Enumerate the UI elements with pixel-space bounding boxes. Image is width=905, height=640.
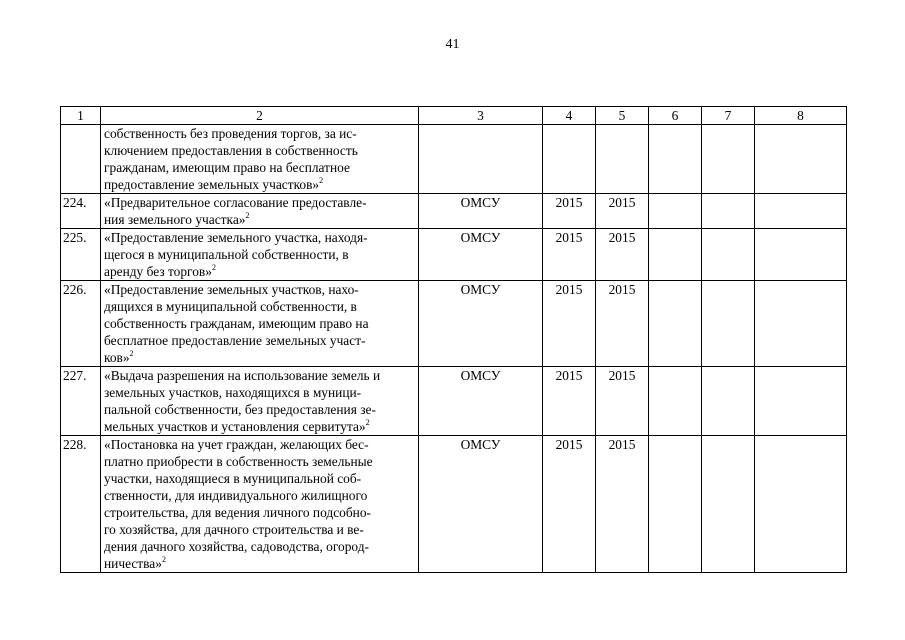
description-line: ков» xyxy=(104,350,130,365)
responsible-org: ОМСУ xyxy=(419,436,543,573)
description-line: строительства, для ведения личного подсобно- xyxy=(104,505,371,520)
end-year: 2015 xyxy=(596,281,649,367)
description-line: ничества» xyxy=(104,556,162,571)
row-number: 225. xyxy=(61,229,101,281)
description-line: ния земельного участка» xyxy=(104,212,246,227)
start-year: 2015 xyxy=(543,194,596,229)
start-year: 2015 xyxy=(543,436,596,573)
column-header: 7 xyxy=(702,107,755,125)
description-line: дения дачного хозяйства, садоводства, огород- xyxy=(104,539,370,554)
col-7-cell xyxy=(702,229,755,281)
footnote-marker: 2 xyxy=(245,210,250,220)
responsible-org: ОМСУ xyxy=(419,281,543,367)
service-description xyxy=(101,229,419,281)
col-7-cell xyxy=(702,125,755,194)
responsible-org: ОМСУ xyxy=(419,194,543,229)
service-description xyxy=(101,281,419,367)
responsible-org xyxy=(419,125,543,194)
services-table xyxy=(60,106,847,573)
table-row xyxy=(61,229,847,281)
column-header-row xyxy=(61,107,847,125)
description-line: щегося в муниципальной собственности, в xyxy=(104,247,349,262)
end-year: 2015 xyxy=(596,436,649,573)
responsible-org: ОМСУ xyxy=(419,367,543,436)
col-8-cell xyxy=(755,194,847,229)
table-row xyxy=(61,194,847,229)
col-7-cell xyxy=(702,436,755,573)
col-8-cell xyxy=(755,281,847,367)
column-header: 4 xyxy=(543,107,596,125)
col-6-cell xyxy=(649,367,702,436)
column-header: 3 xyxy=(419,107,543,125)
col-8-cell xyxy=(755,229,847,281)
footnote-marker: 2 xyxy=(365,417,370,427)
start-year: 2015 xyxy=(543,281,596,367)
row-number: 228. xyxy=(61,436,101,573)
start-year: 2015 xyxy=(543,229,596,281)
description-line: аренду без торгов» xyxy=(104,264,212,279)
col-7-cell xyxy=(702,281,755,367)
description-line: «Предварительное согласование предоставле- xyxy=(104,195,367,210)
responsible-org: ОМСУ xyxy=(419,229,543,281)
description-line: ственности, для индивидуального жилищного xyxy=(104,488,368,503)
description-line: предоставление земельных участков» xyxy=(104,177,320,192)
description-line: «Выдача разрешения на использование земель и xyxy=(104,368,381,383)
service-description xyxy=(101,125,419,194)
col-6-cell xyxy=(649,125,702,194)
col-6-cell xyxy=(649,229,702,281)
row-number xyxy=(61,125,101,194)
column-header: 8 xyxy=(755,107,847,125)
row-number: 226. xyxy=(61,281,101,367)
description-line: участки, находящиеся в муниципальной соб- xyxy=(104,471,362,486)
col-8-cell xyxy=(755,367,847,436)
row-number: 224. xyxy=(61,194,101,229)
service-description xyxy=(101,194,419,229)
description-line: го хозяйства, для дачного строительства и ве- xyxy=(104,522,364,537)
description-line: собственность без проведения торгов, за ис- xyxy=(104,126,357,141)
service-description xyxy=(101,436,419,573)
description-line: платно приобрести в собственность земельные xyxy=(104,454,373,469)
start-year: 2015 xyxy=(543,367,596,436)
service-description xyxy=(101,367,419,436)
start-year xyxy=(543,125,596,194)
table-row xyxy=(61,436,847,573)
description-line: земельных участков, находящихся в муници- xyxy=(104,385,362,400)
column-header: 1 xyxy=(61,107,101,125)
description-line: гражданам, имеющим право на бесплатное xyxy=(104,160,350,175)
description-line: пальной собственности, без предоставления зе- xyxy=(104,402,376,417)
end-year: 2015 xyxy=(596,229,649,281)
end-year: 2015 xyxy=(596,367,649,436)
table-row xyxy=(61,367,847,436)
description-line: собственность гражданам, имеющим право на xyxy=(104,316,369,331)
description-line: бесплатное предоставление земельных участ- xyxy=(104,333,366,348)
description-line: «Предоставление земельного участка, находя- xyxy=(104,230,368,245)
footnote-marker: 2 xyxy=(319,175,324,185)
description-line: «Предоставление земельных участков, нахо- xyxy=(104,282,359,297)
footnote-marker: 2 xyxy=(211,262,216,272)
column-header: 5 xyxy=(596,107,649,125)
description-line: «Постановка на учет граждан, желающих бес- xyxy=(104,437,369,452)
description-line: ключением предоставления в собственность xyxy=(104,143,358,158)
page-number: 41 xyxy=(445,37,460,52)
col-8-cell xyxy=(755,436,847,573)
col-7-cell xyxy=(702,194,755,229)
col-7-cell xyxy=(702,367,755,436)
col-6-cell xyxy=(649,436,702,573)
col-8-cell xyxy=(755,125,847,194)
footnote-marker: 2 xyxy=(161,554,166,564)
footnote-marker: 2 xyxy=(129,348,134,358)
column-header: 2 xyxy=(101,107,419,125)
description-line: дящихся в муниципальной собственности, в xyxy=(104,299,357,314)
col-6-cell xyxy=(649,194,702,229)
row-number: 227. xyxy=(61,367,101,436)
end-year xyxy=(596,125,649,194)
description-line: мельных участков и установления сервитута» xyxy=(104,419,366,434)
end-year: 2015 xyxy=(596,194,649,229)
col-6-cell xyxy=(649,281,702,367)
table-row xyxy=(61,281,847,367)
table-row xyxy=(61,125,847,194)
column-header: 6 xyxy=(649,107,702,125)
